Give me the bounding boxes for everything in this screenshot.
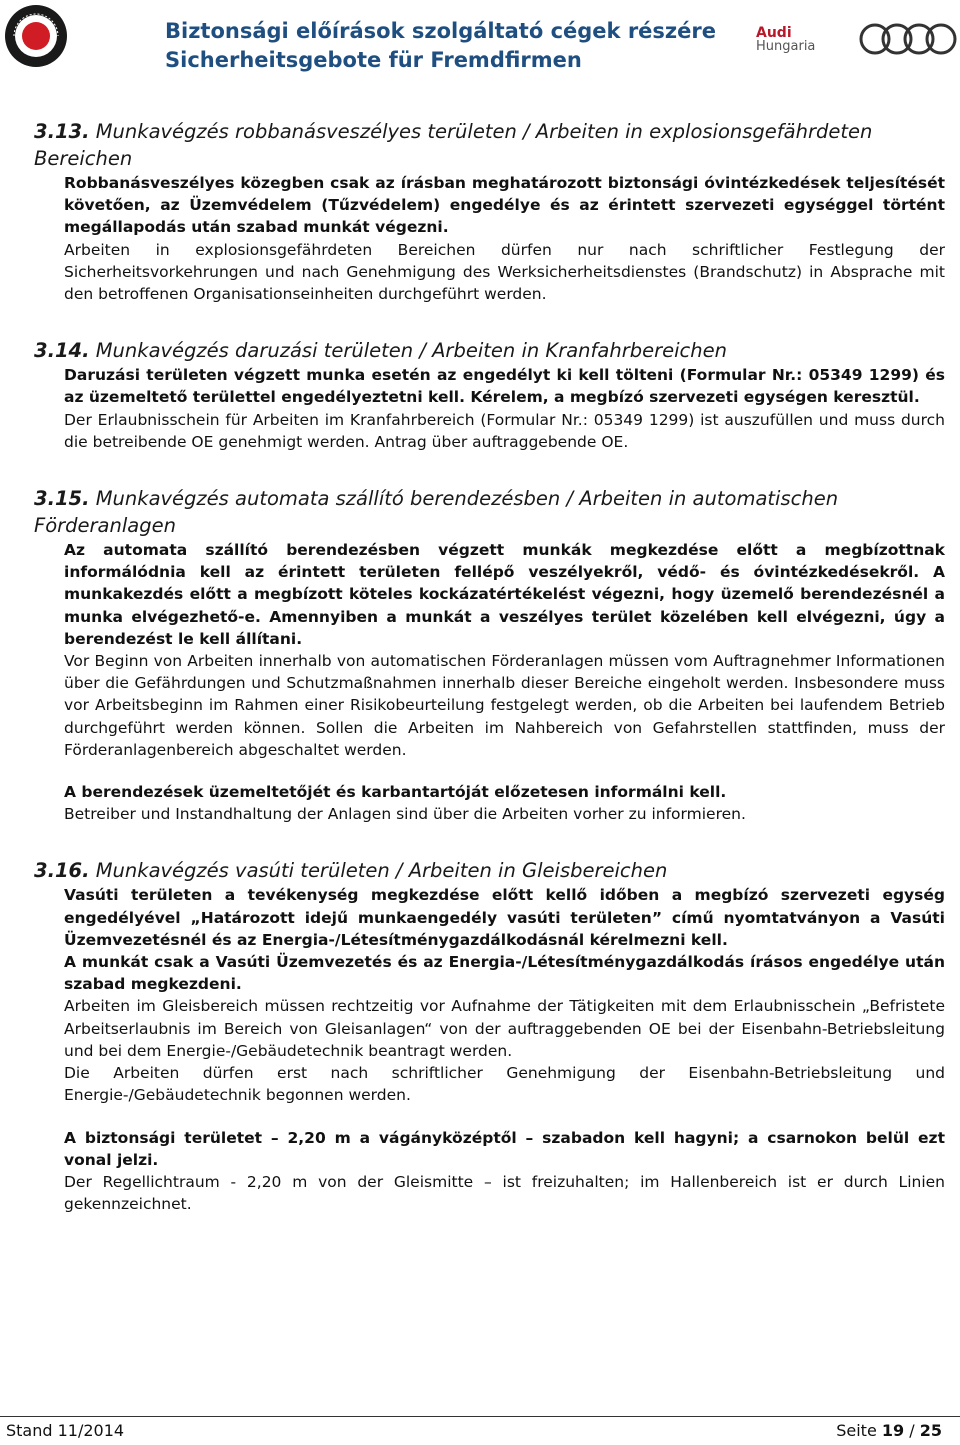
paragraph-hungarian: Daruzási területen végzett munka esetén az engedélyt ki kell tölteni (Formular Nr.: 05349 1299) és az üzemeltető területtel engedélyeztetni kell. Kérelem, a megbízó szervezeti egységen keresztül.: [64, 366, 945, 407]
page-current: 19: [881, 1421, 905, 1440]
paragraph-german: Der Regellichtraum - 2,20 m von der Gleismitte – ist freizuhalten; im Hallenbereich ist er durch Linien gekennzeichnet.: [64, 1172, 945, 1214]
footer-divider: [0, 1416, 960, 1417]
paragraph-hungarian: Vasúti területen a tevékenység megkezdése előtt kellő időben a megbízó szervezeti egység engedélyével „Határozott idejű munkaengedély vasúti területen” című nyomtatványon a Vasúti Üzemvezetésnél és az Energia-/Létesítménygazdálkodásnál kérelmezni kell.: [64, 886, 945, 949]
section-title-text: Munkavégzés automata szállító berendezésben / Arbeiten in automatischen Förderanlagen: [34, 487, 839, 538]
page-total: 25: [919, 1421, 942, 1440]
section-number: 3.16.: [34, 859, 90, 883]
paragraph-hungarian: Robbanásveszélyes közegben csak az írásban meghatározott biztonsági óvintézkedések teljesítését követően, az Üzemvédelem (Tűzvédelem) engedélye és az érintett szervezeti egységgel történt megállapodás után szabad munkát végezni.: [64, 174, 945, 237]
paragraph-german: Die Arbeiten dürfen erst nach schriftlicher Genehmigung der Eisenbahn-Betriebsleitung und Energie-/Gebäudetechnik begonnen werden.: [64, 1064, 945, 1105]
paragraph-spacer: [0, 1107, 960, 1127]
document-body: [0, 118, 960, 1247]
section: [0, 337, 960, 453]
section-number: 3.13.: [34, 120, 90, 143]
paragraph-german: Arbeiten in explosionsgefährdeten Bereichen dürfen nur nach schriftlicher Festlegung der Sicherheitsvorkehrungen und nach Genehmigung des Werksicherheitsdienstes (Brandschutz) in Absprache mit den betroffenen Organisationseinheiten durchgeführt werden.: [64, 240, 945, 304]
section-number: 3.14.: [34, 339, 90, 363]
brand-line-2: Hungaria: [756, 39, 816, 54]
brand-line-1: Audi: [756, 25, 792, 41]
header-title-de: Sicherheitsgebote für Fremdfirmen: [165, 48, 582, 72]
paragraph-hungarian: Az automata szállító berendezésben végzett munkák megkezdése előtt a megbízottnak informálódnia kell az érintett területen fellépő veszélyekről, védő- és óvintézkedésekről. A munkakezdés előtt a megbízott köteles kockázatértékelést végezni, hogy üzemelő berendezésnél a munka elvégezhető-e. Amennyiben a munkát a veszélyes terület közelében kell elvégezni, úgy a berendezést le kell állítani.: [64, 541, 945, 648]
page-separator: /: [909, 1421, 915, 1440]
page-label: Seite: [836, 1421, 877, 1440]
footer-stand: Stand 11/2014: [6, 1421, 125, 1440]
paragraph-hungarian: A munkát csak a Vasúti Üzemvezetés és az Energia-/Létesítménygazdálkodás írásos engedélye után szabad megkezdeni.: [64, 953, 945, 994]
section-title-text: Munkavégzés robbanásveszélyes területen / Arbeiten in explosionsgefährdeten Bereichen: [34, 120, 873, 170]
section-number: 3.15.: [34, 487, 90, 511]
section: [0, 485, 960, 825]
paragraph-hungarian: A biztonsági területet – 2,20 m a vágányközéptől – szabadon kell hagyni; a csarnokon belül ezt vonal jelzi.: [64, 1128, 945, 1169]
section: [0, 857, 960, 1215]
paragraph-hungarian: A berendezések üzemeltetőjét és karbantartóját előzetesen informálni kell.: [64, 783, 727, 802]
footer-page-number: [836, 1421, 942, 1440]
audi-rings-logo: [858, 20, 960, 58]
paragraph-spacer: [0, 761, 960, 781]
section-title-text: Munkavégzés vasúti területen / Arbeiten in Gleisbereichen: [95, 859, 668, 883]
paragraph-german: Betreiber und Instandhaltung der Anlagen sind über die Arbeiten vorher zu informieren.: [64, 805, 746, 824]
audi-hungaria-brand: [756, 26, 815, 54]
section: [0, 118, 960, 305]
section-title-text: Munkavégzés daruzási területen / Arbeiten in Kranfahrbereichen: [95, 339, 727, 363]
section-title: [34, 337, 960, 364]
header-title: [165, 17, 716, 75]
safety-seal-logo: [4, 4, 68, 68]
paragraph-german: Der Erlaubnisschein für Arbeiten im Kranfahrbereich (Formular Nr.: 05349 1299) ist auszufüllen und muss durch die betreibende OE genehmigt werden. Antrag über auftraggebende OE.: [64, 410, 945, 451]
section-title: [34, 118, 960, 172]
section-title: [34, 485, 960, 539]
page-header: [0, 0, 960, 78]
paragraph-german: Vor Beginn von Arbeiten innerhalb von automatischen Förderanlagen müssen vom Auftragnehmer Informationen über die Gefährdungen und Schutzmaßnahmen innerhalb dieser Bereiche eingeholt werden. Insbesondere muss vor Arbeitsbeginn im Rahmen einer Risikobeurteilung festgelegt werden, ob die Arbeiten bei laufendem Betrieb durchgeführt werden können. Sollen die Arbeiten im Nahbereich von Gefahrstellen stattfinden, muss der Förderanlagenbereich abgeschaltet werden.: [64, 652, 945, 759]
paragraph-german: Arbeiten im Gleisbereich müssen rechtzeitig vor Aufnahme der Tätigkeiten mit dem Erlaubnisschein „Befristete Arbeitserlaubnis im Bereich von Gleisanlagen“ von der auftraggebenden OE bei der Eisenbahn-Betriebsleitung und bei dem Energie-/Gebäudetechnik beantragt werden.: [64, 997, 945, 1060]
section-title: [34, 857, 960, 884]
header-title-hu: Biztonsági előírások szolgáltató cégek részére: [165, 19, 716, 43]
